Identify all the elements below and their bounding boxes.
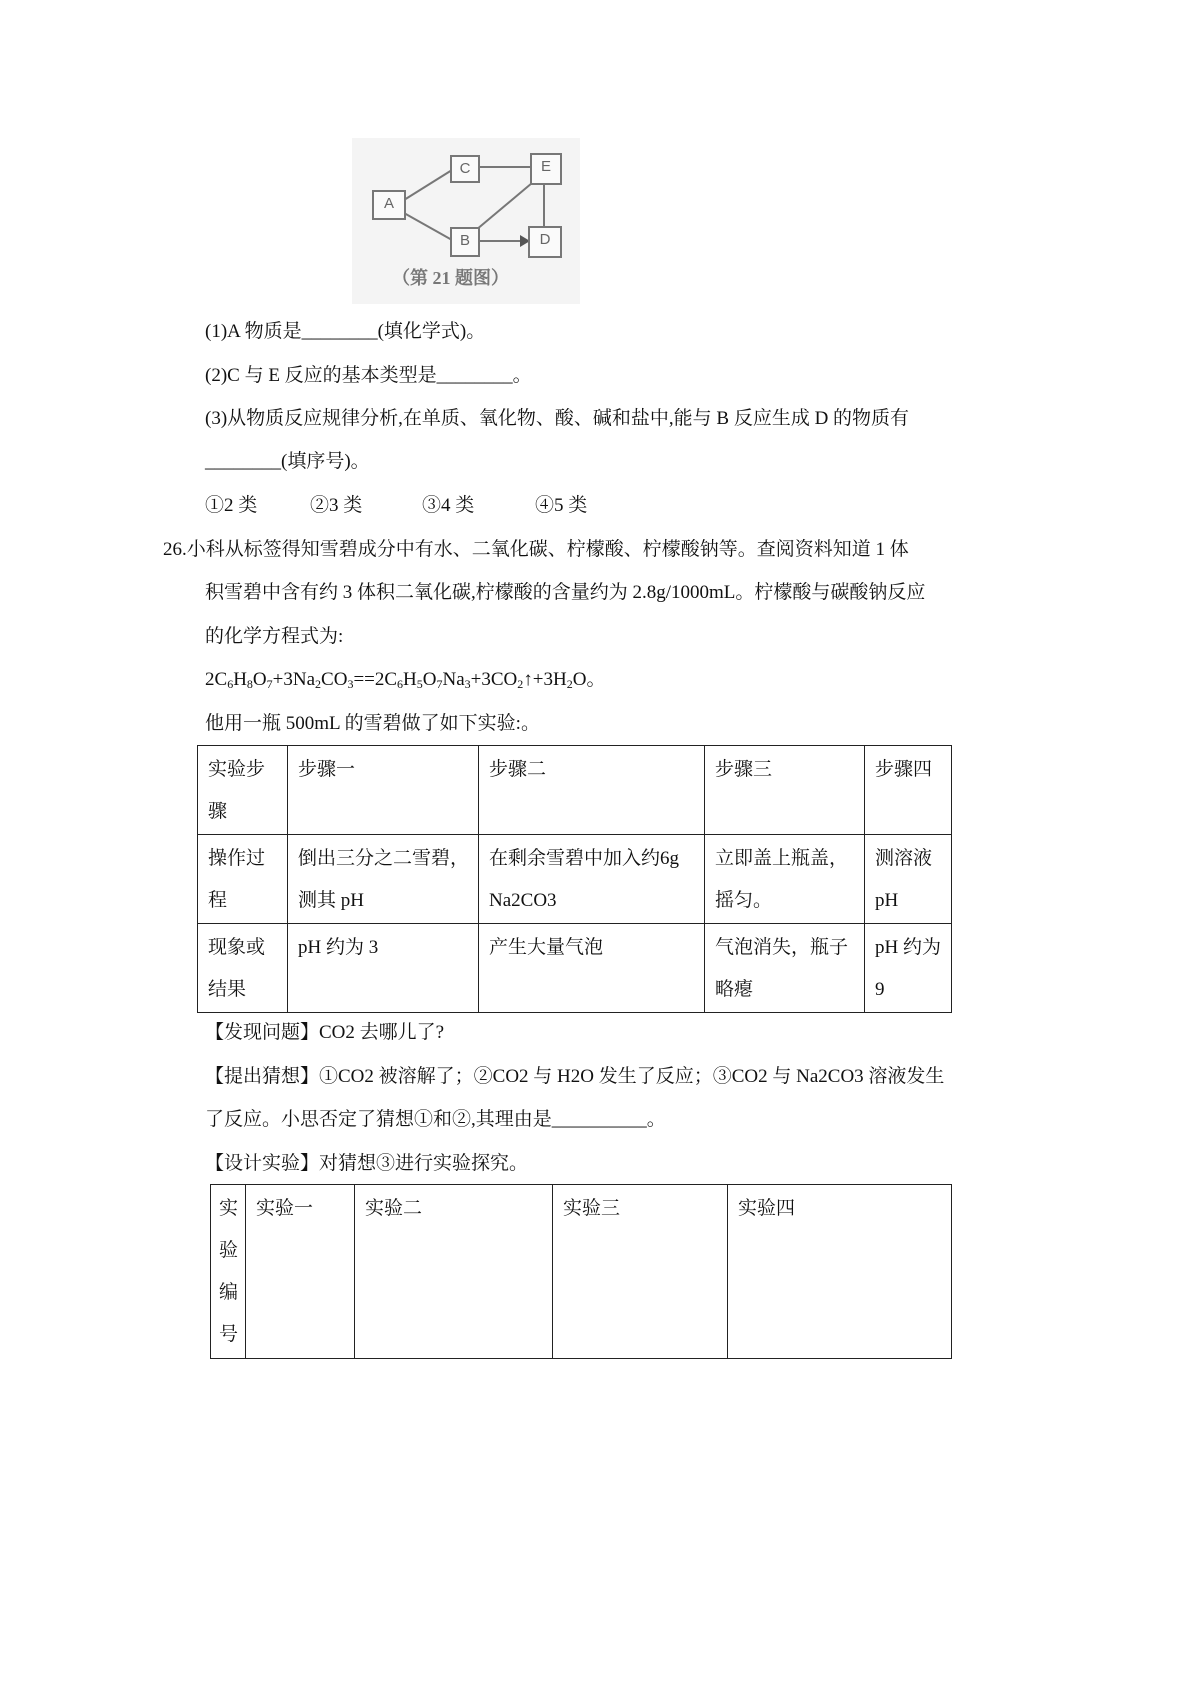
cell: 立即盖上瓶盖，摇匀。 [705,835,865,924]
cell: 现象或结果 [198,924,288,1013]
hypothesis-line1: 【提出猜想】①CO2 被溶解了；②CO2 与 H2O 发生了反应；③CO2 与 Na2CO3 溶液发生 [205,1066,945,1087]
node-e: E [530,153,562,185]
cell: 倒出三分之二雪碧，测其 pH [288,835,479,924]
figure-caption: （第 21 题图） [392,268,509,288]
table-row [198,924,952,1013]
cell: 在剩余雪碧中加入约6g Na2CO3 [479,835,705,924]
cell: 气泡消失，瓶子略瘪 [705,924,865,1013]
node-a: A [372,190,406,220]
cell: pH 约为9 [865,924,952,1013]
found-problem: 【发现问题】CO2 去哪儿了? [205,1022,445,1043]
q25-part1: (1)A 物质是________(填化学式)。 [205,321,486,342]
table-row [211,1185,952,1359]
cell: 步骤三 [705,746,865,835]
cell: 测溶液pH [865,835,952,924]
reaction-diagram [352,138,580,304]
cell: 实验四 [728,1185,952,1359]
q26-line3: 的化学方程式为: [205,626,344,647]
q25-part3-cont: ________(填序号)。 [205,451,370,472]
q25-part2: (2)C 与 E 反应的基本类型是________。 [205,365,532,386]
option-3: ③4 类 [422,495,475,516]
option-1: ①2 类 [205,495,258,516]
design-experiment: 【设计实验】对猜想③进行实验探究。 [205,1153,529,1174]
table-row [198,835,952,924]
q26-line5: 他用一瓶 500mL 的雪碧做了如下实验:。 [205,713,540,734]
q26-line2: 积雪碧中含有约 3 体积二氧化碳,柠檬酸的含量约为 2.8g/1000mL。柠檬酸与碳酸钠反应 [205,582,926,603]
q25-part3: (3)从物质反应规律分析,在单质、氧化物、酸、碱和盐中,能与 B 反应生成 D 的物质有 [205,408,910,429]
hypothesis-line2: 了反应。小思否定了猜想①和②,其理由是__________。 [205,1109,666,1130]
cell: 实验一 [246,1185,355,1359]
cell: 实验三 [553,1185,728,1359]
q26-line1: 26.小科从标签得知雪碧成分中有水、二氧化碳、柠檬酸、柠檬酸钠等。查阅资料知道 1 体 [163,539,909,560]
cell: 实验二 [355,1185,553,1359]
cell: 实验编号 [211,1185,246,1359]
cell: 步骤一 [288,746,479,835]
chemical-equation: $2C_6H_8O_7+3Na_2CO_3==2C_6H_5O_7Na_3+3CO_2↑+3H_2O$。 [205,669,606,691]
cell: 步骤四 [865,746,952,835]
option-2: ②3 类 [310,495,363,516]
option-4: ④5 类 [535,495,588,516]
cell: 步骤二 [479,746,705,835]
experiment-table [197,745,952,1013]
cell: 产生大量气泡 [479,924,705,1013]
node-d: D [528,226,562,258]
node-b: B [450,227,480,257]
table-row [198,746,952,835]
cell: 实验步骤 [198,746,288,835]
cell: 操作过程 [198,835,288,924]
cell: pH 约为 3 [288,924,479,1013]
node-c: C [450,155,480,183]
experiment-design-table [210,1184,952,1359]
